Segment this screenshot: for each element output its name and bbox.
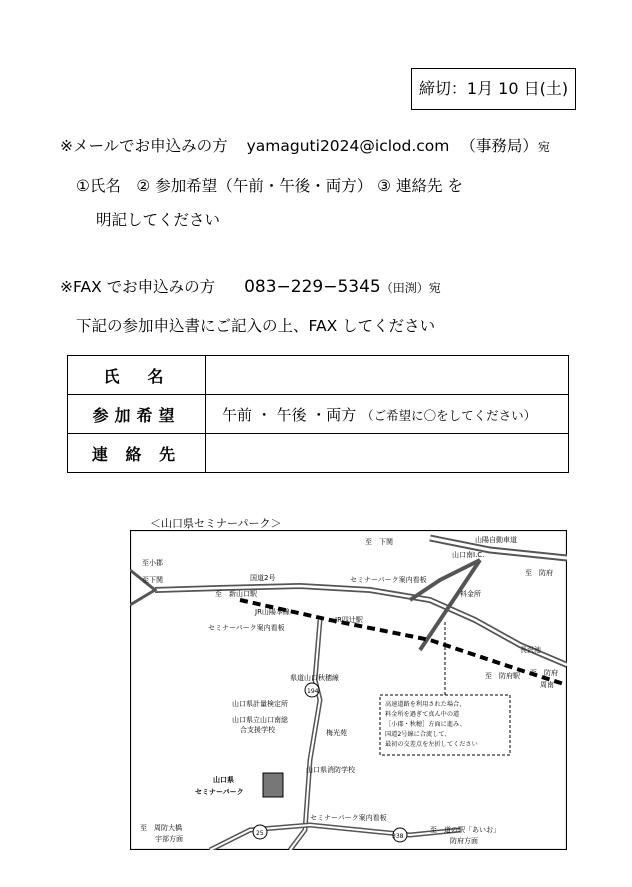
email-address[interactable]: yamaguti2024@iclod.com bbox=[246, 137, 450, 155]
label-support-school-2: 合支援学校 bbox=[240, 726, 275, 734]
label-hofu-direction: 防府方面 bbox=[450, 837, 478, 845]
label-signboard-bottom: セミナーパーク案内看板 bbox=[310, 814, 387, 822]
label-to-shinyamaguchi: 至 新山口駅 bbox=[215, 590, 257, 598]
form-label-attendance: 参加希望 bbox=[68, 395, 206, 434]
access-map bbox=[130, 530, 567, 850]
label-route2: 国道2号 bbox=[250, 574, 276, 582]
label-nagasawa: 長沢池 bbox=[520, 646, 541, 654]
form-field-contact[interactable] bbox=[206, 434, 569, 473]
label-to-suo: 至 周防大橋 bbox=[140, 824, 182, 832]
form-row-contact bbox=[68, 434, 569, 473]
label-to-shimonoseki: 至 下関 bbox=[365, 538, 393, 546]
label-signboard-top: セミナーパーク案内看板 bbox=[350, 576, 427, 584]
form-label-name: 氏 名 bbox=[68, 356, 206, 395]
map-note-line-4: 国道2号線に合流して、 bbox=[385, 731, 451, 738]
fax-person: （田渕） bbox=[380, 281, 429, 295]
label-expressway: 山陽自動車道 bbox=[475, 536, 517, 544]
label-yamaguchi-ic: 山口南I.C. bbox=[452, 551, 485, 559]
email-heading: ※メールでお申込みの方 bbox=[60, 137, 228, 155]
seminar-park-building bbox=[263, 773, 283, 797]
email-suffix: 宛 bbox=[537, 140, 550, 154]
map-note-line-1: 高速道路を利用された場合、 bbox=[385, 701, 466, 708]
fax-number: 083−229−5345 bbox=[244, 277, 381, 297]
label-ube: 宇部方面 bbox=[155, 835, 183, 843]
map-note-line-2: 料金所を過ぎて真ん中の道 bbox=[385, 711, 460, 718]
deadline-box: 締切：1月 10 日(土) bbox=[411, 68, 576, 110]
email-items: ①氏名 ② 参加希望（午前・午後・両方） ③ 連絡先 を bbox=[76, 177, 463, 195]
attendance-hint: （ご希望に〇をしてください） bbox=[361, 407, 537, 423]
fax-instruction bbox=[60, 275, 441, 297]
label-support-school: 山口県立山口南総 bbox=[232, 716, 288, 724]
label-to-michinoeki: 至 道の駅「あいお」 bbox=[430, 826, 500, 834]
label-fire-school: 山口県消防学校 bbox=[306, 766, 355, 774]
label-jr-sanyo-line: JR山陽本線 bbox=[255, 608, 290, 616]
map-note-line-5: 最初の交差点を左折してください bbox=[385, 741, 478, 748]
email-note: 明記してください bbox=[96, 211, 221, 229]
attendance-options: 午前 ・ 午後 ・両方 bbox=[222, 405, 357, 424]
label-baikoen: 梅光苑 bbox=[326, 729, 347, 737]
label-prefectural-road: 県道山口秋穂線 bbox=[290, 674, 339, 682]
label-tollgate: 料金所 bbox=[460, 590, 481, 598]
fax-heading: ※FAX でお申込みの方 bbox=[60, 278, 216, 296]
fax-note: 下記の参加申込書にご記入の上、FAX してください bbox=[76, 317, 436, 335]
label-route25: 25 bbox=[256, 830, 264, 837]
map-frame bbox=[131, 531, 567, 850]
form-field-attendance[interactable] bbox=[206, 395, 569, 434]
label-to-hofu: 至 防府 bbox=[525, 569, 553, 577]
label-signboard-mid: セミナーパーク案内看板 bbox=[208, 624, 285, 632]
map-note-line-3: ［小郡・秋穂］方面に進み、 bbox=[385, 721, 466, 728]
label-park-name-2: セミナーパーク bbox=[195, 788, 244, 796]
email-instruction bbox=[60, 134, 550, 156]
fax-suffix: 宛 bbox=[428, 281, 441, 295]
label-to-hofu-station: 至 防府駅 bbox=[485, 672, 520, 680]
form-row-attendance bbox=[68, 395, 569, 434]
map-caption: ＜山口県セミナーパーク＞ bbox=[150, 517, 282, 530]
label-jr-shikatsu: JR四辻駅 bbox=[335, 616, 363, 624]
form-row-name bbox=[68, 356, 569, 395]
label-route338: 338 bbox=[392, 833, 404, 840]
label-route194: 194 bbox=[307, 688, 319, 695]
label-metrology: 山口県計量検定所 bbox=[232, 700, 288, 708]
label-to-ogori: 至小郡 bbox=[142, 559, 163, 567]
form-field-name[interactable] bbox=[206, 356, 569, 395]
label-shunan: 周南 bbox=[540, 681, 554, 689]
form-label-contact: 連 絡 先 bbox=[68, 434, 206, 473]
label-to-hofu-shunan: 至 防府 bbox=[530, 669, 558, 677]
email-office: （事務局） bbox=[460, 137, 538, 155]
label-park-name-1: 山口県 bbox=[213, 776, 234, 784]
label-to-shimonoseki-left: 至下関 bbox=[142, 576, 163, 584]
application-form-table bbox=[67, 355, 569, 473]
